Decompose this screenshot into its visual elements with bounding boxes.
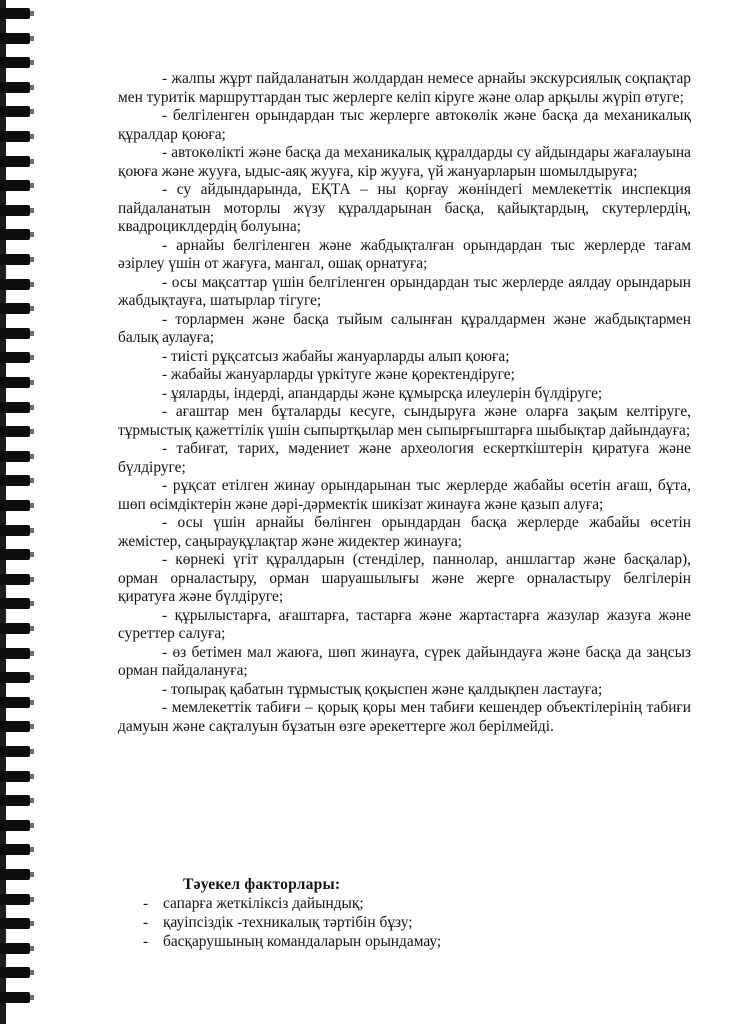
prohibition-item: - ағаштар мен бұталарды кесуге, сындыруға және оларға зақым келтіруге, тұрмыстық қажеттілік үшін сыпыртқылар мен сыпырғыштарға шыбықтар дайындауға; [118, 403, 691, 439]
binding-slot [0, 746, 30, 757]
risk-factor-item [143, 913, 643, 932]
prohibition-item: - өз бетімен мал жаюға, шөп жинауға, сүрек дайындауға және басқа да заңсыз орман пайдалануға; [118, 643, 691, 679]
binding-slot [0, 131, 30, 142]
binding-slot [0, 180, 30, 191]
prohibition-item: - рұқсат етілген жинау орындарынан тыс жерлерде жабайы өсетін ағаш, бұта, шөп өсімдіктерін және дәрі-дәрмектік шикізат жинауға және қазып алуға; [118, 477, 691, 513]
prohibition-item: - арнайы белгіленген және жабдықталған орындардан тыс жерлерде тағам әзірлеу үшін от жағуға, мангал, ошақ орнатуға; [118, 236, 691, 272]
binding-slot [0, 57, 30, 68]
binding-slot [0, 648, 30, 659]
dash-marker: - [143, 914, 149, 931]
binding-slot [0, 598, 30, 609]
binding-slot [0, 426, 30, 437]
binding-slot [0, 844, 30, 855]
dash-marker: - [143, 933, 149, 950]
risk-factor-text: сапарға жеткіліксіз дайындық; [163, 895, 364, 912]
prohibition-item: - жабайы жануарларды үркітуге және қоректендіруге; [162, 366, 515, 383]
prohibitions-list [118, 70, 691, 736]
risk-factors-list [143, 894, 643, 951]
prohibition-item: - торлармен және басқа тыйым салынған құралдармен және жабдықтармен балық аулауға; [118, 310, 691, 346]
spiral-binding [0, 8, 34, 1018]
binding-slot [0, 894, 30, 905]
binding-slot [0, 574, 30, 585]
prohibition-item: - осы үшін арнайы бөлінген орындардан басқа жерлерде жабайы өсетін жемістер, саңырауқұлақтар және жидектер жинауға; [118, 514, 691, 550]
binding-slot [0, 254, 30, 265]
risk-factors-heading: Тәуекел факторлары: [183, 876, 341, 893]
prohibition-item: - табиғат, тарих, мәдениет және археология ескерткіштерін қиратуға және бүлдіруге; [118, 440, 691, 476]
binding-slot [0, 33, 30, 44]
binding-slot [0, 328, 30, 339]
prohibition-item: - автокөлікті және басқа да механикалық құралдарды су айдындары жағалауына қоюға және жууға, ыдыс-аяқ жууға, кір жууға, үй жануарларын шомылдыруға; [118, 144, 691, 180]
binding-slot [0, 918, 30, 929]
prohibition-item: - осы мақсаттар үшін белгіленген орындардан тыс жерлерде аялдау орындарын жабдықтауға, шатырлар тігуге; [118, 273, 691, 309]
binding-slot [0, 377, 30, 388]
binding-slot [0, 229, 30, 240]
binding-slot [0, 672, 30, 683]
prohibition-item: - ұяларды, індерді, апандарды және құмырсқа илеулерін бүлдіруге; [162, 384, 603, 402]
prohibition-item: - көрнекі үгіт құралдарын (стенділер, паннолар, аншлагтар және басқалар), орман орналастыру, орман шаруашылығы және жерге орналастыру белгілерін қиратуға және бүлдіруге; [118, 551, 691, 605]
risk-factor-text: қауіпсіздік -техникалық тәртібін бұзу; [163, 914, 413, 931]
binding-slot [0, 500, 30, 511]
binding-slot [0, 451, 30, 462]
binding-slot [0, 721, 30, 732]
binding-slot [0, 156, 30, 167]
binding-slot [0, 820, 30, 831]
binding-slot [0, 106, 30, 117]
binding-slot [0, 8, 30, 19]
prohibition-item: - құрылыстарға, ағаштарға, тастарға және жартастарға жазулар жазуға және суреттер салуға; [118, 606, 691, 642]
risk-factor-item [143, 894, 643, 913]
binding-slot [0, 771, 30, 782]
binding-slot [0, 352, 30, 363]
binding-slot [0, 623, 30, 634]
binding-slot [0, 525, 30, 536]
prohibition-item: - су айдындарында, ЕҚТА – ны қорғау жөніндегі мемлекеттік инспекция пайдаланатын моторлы жүзу құралдарынан басқа, қайықтардың, скутерлердің, квадроциклдердің болуына; [118, 181, 691, 235]
binding-slot [0, 869, 30, 880]
binding-slot [0, 549, 30, 560]
binding-slot [0, 205, 30, 216]
binding-slot [0, 303, 30, 314]
prohibition-item: - топырақ қабатын тұрмыстық қоқыспен және қалдықпен ластауға; [162, 680, 603, 698]
dash-marker: - [143, 895, 149, 912]
prohibition-item: - жалпы жұрт пайдаланатын жолдардан немесе арнайы экскурсиялық соқпақтар мен туритік маршруттардан тыс жерлерге келіп кіруге және олар арқылы жүріп өтуге; [118, 70, 691, 106]
binding-slot [0, 967, 30, 978]
prohibition-item: - белгіленген орындардан тыс жерлерге автокөлік және басқа да механикалық құралдар қоюға; [118, 107, 691, 143]
binding-slot [0, 402, 30, 413]
binding-slot [0, 992, 30, 1003]
risk-factor-item [143, 932, 643, 951]
prohibition-item: - тиісті рұқсатсыз жабайы жануарларды алып қоюға; [162, 347, 510, 365]
binding-slot [0, 943, 30, 954]
binding-slot [0, 795, 30, 806]
binding-slot [0, 697, 30, 708]
binding-slot [0, 475, 30, 486]
risk-factor-text: басқарушының командаларын орындамау; [163, 933, 442, 950]
binding-slot [0, 279, 30, 290]
binding-slot [0, 82, 30, 93]
prohibition-item: - мемлекеттік табиғи – қорық қоры мен табиғи кешендер объектілерінің табиғи дамуын және сақталуын бұзатын өзге әрекеттерге жол берілмейді. [118, 699, 691, 735]
